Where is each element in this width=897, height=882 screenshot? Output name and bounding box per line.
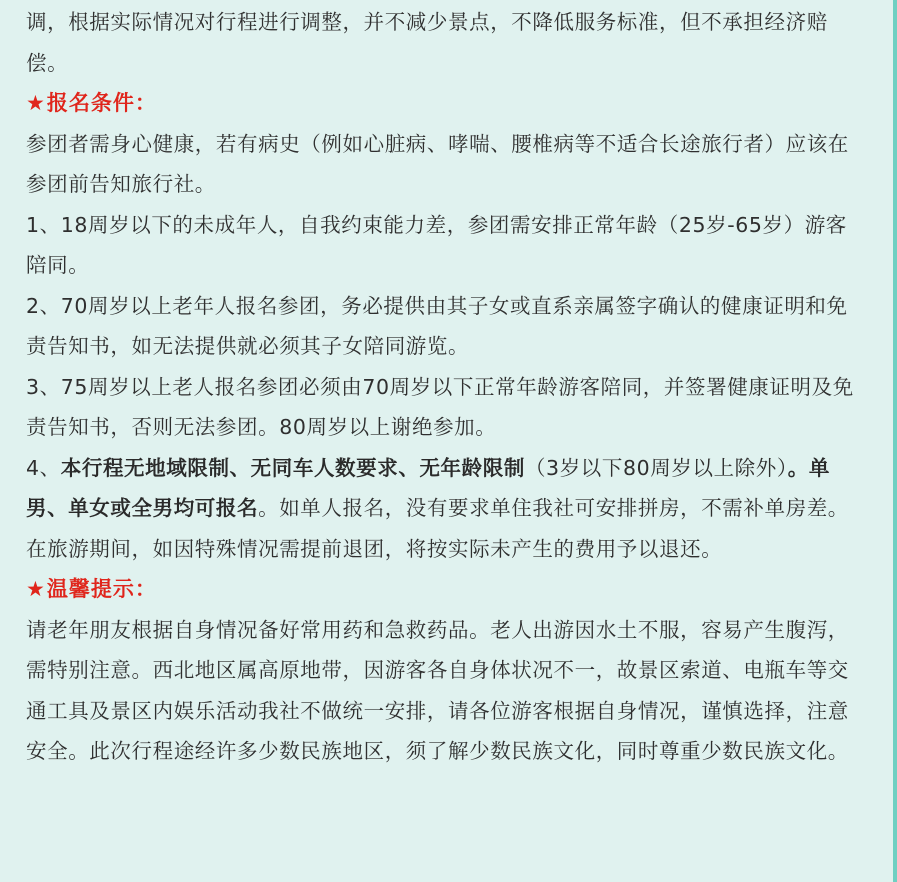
registration-item-2: 2、70周岁以上老年人报名参团，务必提供由其子女或直系亲属签字确认的健康证明和免责告知书，如无法提供就必须其子女陪同游览。 [26,293,848,358]
bold-no-restrictions: 本行程无地域限制、无同车人数要求、无年龄限制 [60,455,525,480]
section-heading-tips [26,569,867,610]
registration-item-3: 3、75周岁以上老人报名参团必须由70周岁以下正常年龄游客陪同，并签署健康证明及免责告知书，否则无法参团。80周岁以上谢绝参加。 [26,374,854,439]
heading-text: 温馨提示： [46,577,157,601]
intro-paragraph-tail: 调，根据实际情况对行程进行调整，并不减少景点，不降低服务标准，但不承担经济赔偿。 [26,10,828,75]
registration-intro: 参团者需身心健康，若有病史（例如心脏病、哮喘、腰椎病等不适合长途旅行者）应该在参团前告知旅行社。 [26,131,849,196]
registration-item-4 [26,448,867,570]
single-room-text: 。如单人报名，没有要求单住我社可安排拼房，不需补单房差。在旅游期间，如因特殊情况需提前退团，将按实际未产生的费用予以退还。 [26,496,849,561]
star-icon: ★ [26,91,46,115]
age-exception-text: （3岁以下80周岁以上除外） [524,455,788,480]
heading-text: 报名条件： [46,91,157,115]
section-heading-registration [26,83,867,124]
star-icon: ★ [26,577,46,601]
item-prefix: 4、 [26,455,61,480]
bold-singles-welcome: 。单男、单女或全男均可报名 [26,455,830,520]
tips-body: 请老年朋友根据自身情况备好常用药和急救药品。老人出游因水土不服，容易产生腹泻，需特别注意。西北地区属高原地带，因游客各自身体状况不一，故景区索道、电瓶车等交通工具及景区内娱乐活动我社不做统一安排，请各位游客根据自身情况，谨慎选择，注意安全。此次行程途经许多少数民族地区，须了解少数民族文化，同时尊重少数民族文化。 [26,617,849,763]
registration-item-1: 1、18周岁以下的未成年人，自我约束能力差，参团需安排正常年龄（25岁-65岁）游客陪同。 [26,212,847,277]
